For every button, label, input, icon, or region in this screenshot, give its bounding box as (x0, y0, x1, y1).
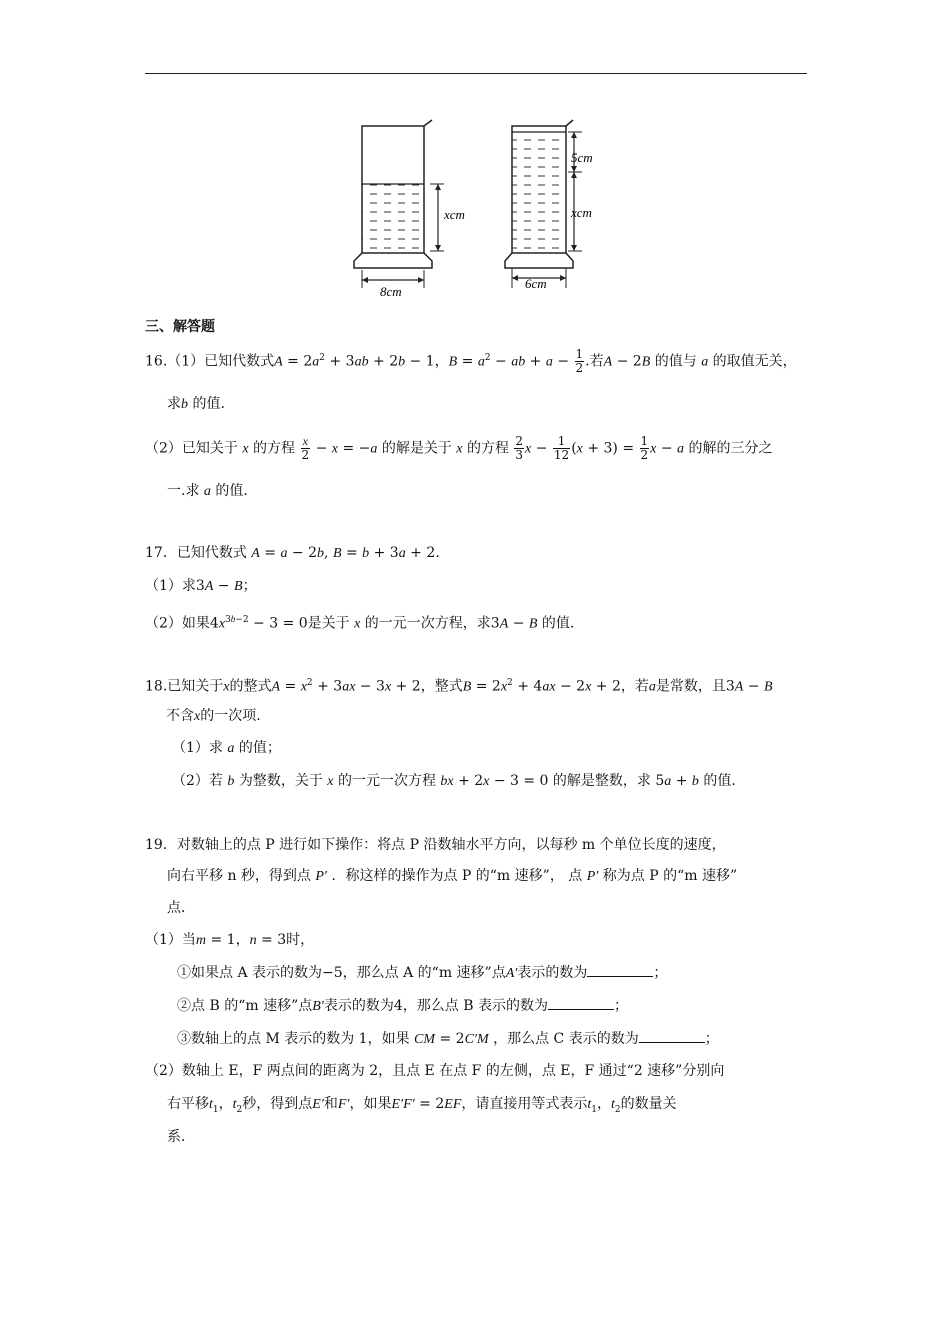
text: （1）求 (172, 740, 223, 756)
right-label-width: 6cm (525, 276, 547, 291)
answer-blank-1[interactable] (587, 962, 653, 977)
text: ．称这样的操作为点 P 的“m 速移”， 点 (331, 868, 583, 884)
text: 的一次项. (200, 708, 261, 724)
text: ； (242, 578, 257, 594)
text: 是常数，且 (655, 678, 726, 695)
text: ，那么点 B 表示的数为 (402, 998, 548, 1014)
text: 的值. (541, 615, 575, 632)
text: 秒，得到点 (242, 1096, 313, 1112)
q18-line4: （2）若 b 为整数，关于 x 的一元一次方程 bx + 2x − 3 = 0 的解是整数，求 5a + b 的值. (172, 773, 736, 789)
q18-line3: （1）求 a 的值； (172, 740, 281, 756)
q16-line2: 求b 的值. (167, 396, 225, 412)
text: 的方程 (466, 440, 509, 457)
text: 16.（1）已知代数式 (145, 353, 275, 370)
q19-line2: 向右平移 n 秒，得到点 P′ ．称这样的操作为点 P 的“m 速移”， 点 P′ 称为点 P 的“m 速移” (167, 868, 738, 884)
text: ③数轴上的点 M 表示的数为 1，如果 (177, 1031, 410, 1047)
text: ， (235, 932, 250, 948)
q19-line7: ③数轴上的点 M 表示的数为 1，如果 CM = 2C′M ，那么点 C 表示的数为 ； (177, 1028, 719, 1051)
text: 的解的三分之 (688, 440, 773, 457)
text: . (435, 545, 440, 561)
text: 和 (323, 1096, 338, 1112)
text: ，请直接用等式表示 (461, 1096, 588, 1112)
q17-line3: （2）如果$4x^{3b-2} - 3 = 0$是关于 x 的一元一次方程，求3A − B 的值. (145, 614, 575, 632)
text: ，整式 (420, 678, 463, 695)
text: 是关于 (307, 615, 350, 632)
q16-line3: （2）已知关于 x 的方程 $\frac{x}{2}$ − x = −a 的解是关于 x 的方程 $\frac{2}{3}$ x − $\frac{1}{12}$ (x + 3) = $\frac{1}{2}$ x − a 的解的三分之 (145, 434, 773, 462)
text: 17．已知代数式 (145, 545, 247, 561)
text: 求 (167, 396, 181, 412)
text: ，那么点 C 表示的数为 (493, 1031, 639, 1047)
q19-line6: ②点 B 的“m 速移”点B′表示的数为4，那么点 B 表示的数为 ； (177, 995, 628, 1018)
q19-line4: （1）当m = 1，n = 3时， (145, 932, 315, 948)
q18-line2: 不含x的一次项. (166, 708, 261, 724)
q19-line9: 右平移$t_1$，$t_2$秒，得到点E′和F′，如果E′F′ = 2EF，请直接用等式表示$t_1$，$t_2$的数量关 (167, 1096, 677, 1115)
text: 表示的数为 (323, 998, 394, 1014)
text: ②点 B 的“m 速移”点 (177, 998, 313, 1014)
text: （1）当 (145, 932, 196, 948)
text: 向右平移 n 秒，得到点 (167, 868, 311, 884)
right-label-top: 5cm (571, 150, 593, 165)
text: 的值与 (654, 353, 697, 370)
text: ； (704, 1031, 719, 1047)
text: ①如果点 A 表示的数为 (177, 965, 323, 981)
section-title: 三、解答题 (145, 319, 215, 335)
right-label-x: xcm (571, 205, 592, 220)
text: 为整数，关于 (238, 773, 323, 789)
q19-line8: （2）数轴上 E，F 两点间的距离为 2，且点 E 在点 F 的左侧，点 E，F 通过“2 速移”分别向 (145, 1063, 725, 1079)
text: 右平移 (167, 1096, 209, 1112)
text: 的解是关于 (381, 440, 452, 457)
text: 的一元一次方程，求 (364, 615, 491, 632)
answer-blank-2[interactable] (548, 995, 614, 1010)
left-label-x: xcm (444, 207, 465, 222)
text: 的值； (238, 740, 281, 756)
header-rule (145, 73, 807, 74)
q19-line1: 19．对数轴上的点 P 进行如下操作：将点 P 沿数轴水平方向，以每秒 m 个单位长度的速度， (145, 837, 726, 853)
q19-line10: 系． (167, 1129, 195, 1145)
text: 时， (286, 932, 315, 948)
text: ； (613, 998, 628, 1014)
q19-line5: ①如果点 A 表示的数为−5，那么点 A 的“m 速移”点A′表示的数为 ； (177, 962, 667, 985)
q17-line2: （1）求3A − B； (145, 578, 257, 594)
text: ， (434, 353, 449, 370)
text: 的值. (703, 773, 736, 789)
text: ，那么点 A 的“m 速移”点 (342, 965, 506, 981)
text: 称为点 P 的“m 速移” (602, 868, 738, 884)
text: 的一元一次方程 (337, 773, 436, 789)
text: 18.已知关于 (145, 678, 224, 695)
text: ，若 (620, 678, 649, 695)
text: 的值. (215, 483, 248, 499)
text: 的取值无关， (712, 353, 797, 370)
text: 的解是整数，求 (552, 773, 651, 789)
text: ，如果 (349, 1096, 392, 1112)
q19-line3: 点． (167, 900, 195, 916)
text: 的数量关 (620, 1096, 677, 1112)
text: （2）已知关于 (145, 440, 238, 457)
left-cylinder (354, 120, 444, 288)
text: （1）求 (145, 578, 196, 594)
q16-line4: 一.求 a 的值. (167, 483, 248, 499)
q16-line1: 16.（1）已知代数式$A = 2a^2 + 3ab + 2b - 1$，$B = a^2$ − ab + a − $\frac{1}{2}$ .若A − 2B 的值与 a 的取值无关， (145, 347, 797, 376)
cylinders-figure (340, 118, 620, 306)
text: 表示的数为 (517, 965, 588, 981)
q17-line1: 17．已知代数式 A = a − 2b, B = b + 3a + 2. (145, 545, 440, 561)
q18-line1: 18.已知关于x的整式$A = x^2 + 3ax - 3x + 2$，整式$B = 2x^2 + 4ax - 2x + 2$，若a是常数，且3A − B (145, 678, 773, 695)
right-cylinder (505, 120, 582, 288)
text: 的方程 (253, 440, 296, 457)
text: ； (653, 965, 668, 981)
text: （2）如果 (145, 615, 210, 632)
text: 不含 (166, 708, 194, 724)
text: 的值. (192, 396, 225, 412)
text: ， (218, 1096, 233, 1112)
text: 的整式 (229, 678, 272, 695)
left-label-width: 8cm (380, 284, 402, 299)
text: .若 (585, 353, 604, 370)
text: ， (597, 1096, 612, 1112)
text: 一.求 (167, 483, 200, 499)
text: （2）若 (172, 773, 223, 789)
answer-blank-3[interactable] (639, 1028, 705, 1043)
